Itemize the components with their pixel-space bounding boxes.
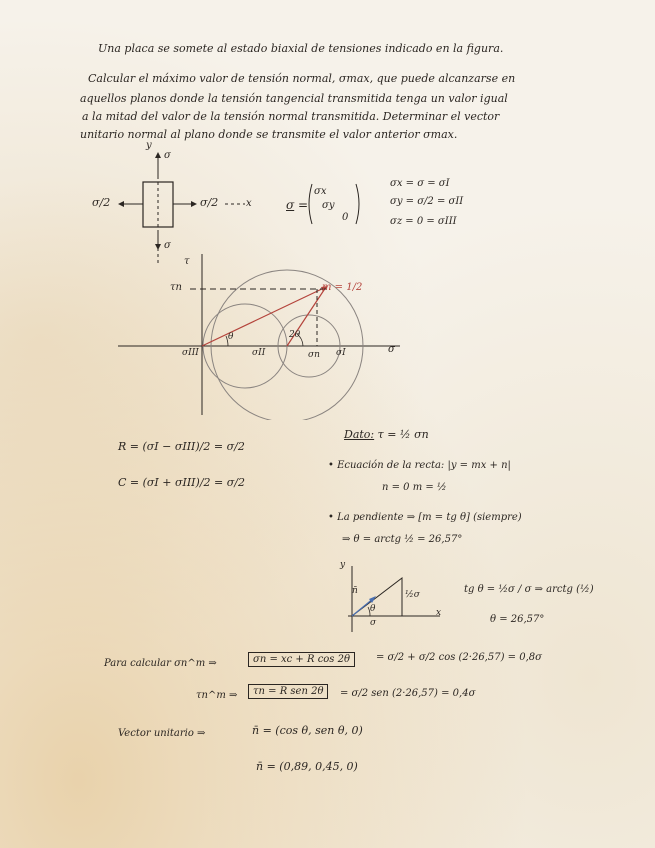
calc-tn-label: τn^m ⇒ <box>196 690 238 701</box>
tensor-sigma: σ <box>286 198 295 212</box>
statement-line: unitario normal al plano donde se transmite el valor anterior σmax. <box>80 128 458 141</box>
x-axis-label: x <box>246 198 252 209</box>
mohr-circle-diagram <box>110 250 410 420</box>
sigma-axis-label: σ <box>388 344 395 355</box>
tensor-m33: 0 <box>342 212 349 223</box>
vector-formula: n̄ = (cos θ, sen θ, 0) <box>252 724 363 737</box>
sigma-iii-label: σIII <box>182 348 199 358</box>
tensor-m22: σy <box>322 200 335 211</box>
principal-line: σz = 0 = σIII <box>390 216 457 227</box>
sigma-ii-label: σII <box>252 348 266 358</box>
recta-line-2: n = 0 m = ½ <box>382 482 447 493</box>
sigma-n-label: σn <box>308 350 320 360</box>
top-load-label: σ <box>164 150 171 161</box>
dato-value: τ = ½ σn <box>377 428 429 441</box>
triangle-n-vector: n̄ <box>352 586 358 596</box>
radius-formula: R = (σI − σIII)/2 = σ/2 <box>118 440 245 453</box>
left-load-label: σ/2 <box>92 196 111 209</box>
triangle-vertical-side: ½σ <box>405 590 420 600</box>
triangle-horizontal-side: σ <box>370 618 377 628</box>
principal-line: σx = σ = σI <box>390 178 450 189</box>
tensor-symbol <box>286 198 308 212</box>
dato-block <box>344 428 429 441</box>
dato-label: Dato: <box>344 428 375 441</box>
triangle-x-label: x <box>436 608 442 618</box>
calc-sn-box: σn = xc + R cos 2θ <box>248 652 355 667</box>
theta-triangle <box>340 556 450 636</box>
two-theta-label: 2θ <box>289 330 301 340</box>
triangle-theta: θ <box>370 604 376 614</box>
tau-n-label: τn <box>170 282 182 293</box>
pendiente-line-1: • La pendiente ⇒ [m = tg θ] (siempre) <box>328 512 522 523</box>
calc-sn-result: = σ/2 + σ/2 cos (2·26,57) = 0,8σ <box>376 652 542 663</box>
right-load-label: σ/2 <box>200 196 219 209</box>
sigma-i-label: σI <box>336 348 346 358</box>
calc-tn-box: τn = R sen 2θ <box>248 684 328 699</box>
vector-label: Vector unitario ⇒ <box>118 728 206 739</box>
triangle-y-label: y <box>340 560 346 570</box>
tensor-equals: = <box>298 198 309 212</box>
statement-line: a la mitad del valor de la tensión normal transmitida. Determinar el vector <box>82 110 500 123</box>
theta-label: θ <box>228 332 234 342</box>
pendiente-line-2: ⇒ θ = arctg ½ = 26,57° <box>342 534 463 545</box>
bottom-load-label: σ <box>164 240 171 251</box>
calc-sn-label: Para calcular σn^m ⇒ <box>104 658 217 669</box>
tg-formula: tg θ = ½σ / σ ⇒ arctg (½) <box>464 584 594 595</box>
theta-value: θ = 26,57° <box>490 614 545 625</box>
center-formula: C = (σI + σIII)/2 = σ/2 <box>118 476 245 489</box>
statement-line: Calcular el máximo valor de tensión normal, σmax, que puede alcanzarse en <box>88 72 516 85</box>
tensor-m11: σx <box>314 186 327 197</box>
principal-line: σy = σ/2 = σII <box>390 196 464 207</box>
statement-line: aquellos planos donde la tensión tangencial transmitida tenga un valor igual <box>80 92 508 105</box>
recta-line-1: • Ecuación de la recta: |y = mx + n| <box>328 460 511 471</box>
calc-tn-result: = σ/2 sen (2·26,57) = 0,4σ <box>340 688 476 699</box>
tau-axis-label: τ <box>184 256 190 267</box>
statement-line: Una placa se somete al estado biaxial de tensiones indicado en la figura. <box>98 42 504 55</box>
m-label: m = 1/2 <box>322 282 363 293</box>
vector-result: n̄ = (0,89, 0,45, 0) <box>256 760 358 773</box>
y-axis-label: y <box>146 140 152 151</box>
